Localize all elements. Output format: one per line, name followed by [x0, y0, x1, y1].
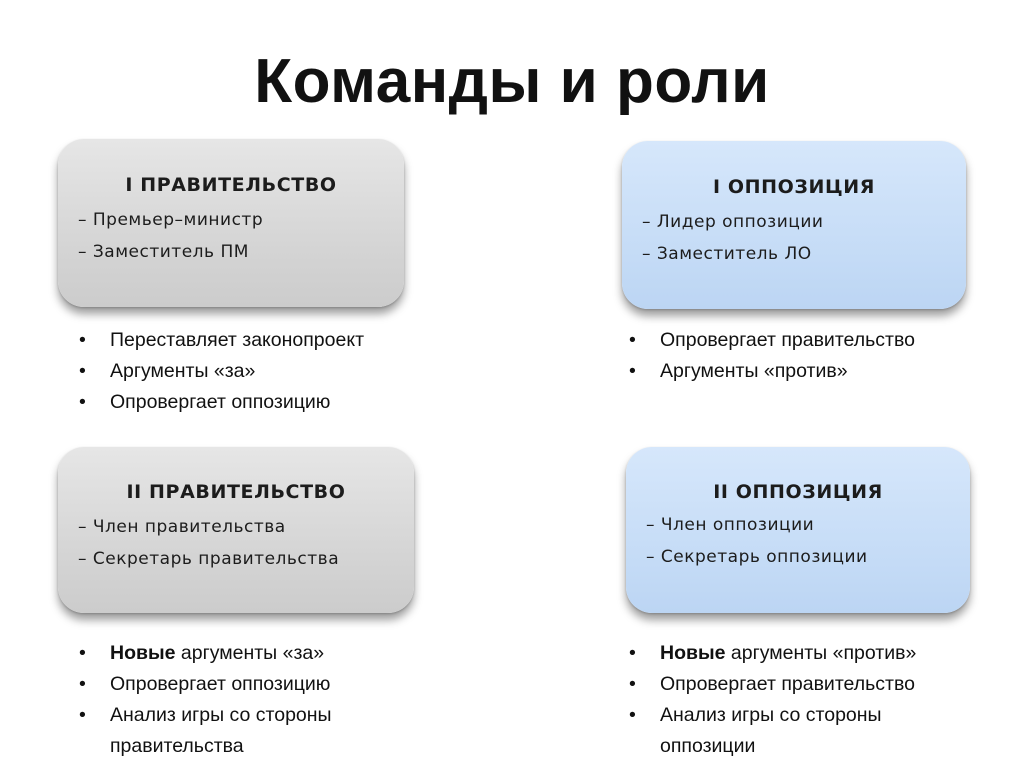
list-item: • Анализ игры со стороны правительства [79, 704, 332, 757]
list-item: • Аргументы «за» [79, 360, 256, 382]
card-role: – Секретарь правительства [78, 549, 340, 569]
card-first-opposition [622, 141, 966, 309]
card-heading: II ОППОЗИЦИЯ [713, 481, 883, 503]
card-role: – Премьер–министр [78, 210, 264, 230]
card-second-opposition [626, 447, 970, 613]
card-role: – Лидер оппозиции [642, 212, 824, 232]
list-item: • Опровергает оппозицию [79, 673, 331, 695]
bullet-list-second-government [70, 638, 410, 762]
list-item: • Аргументы «против» [629, 360, 848, 382]
list-item: • Новые аргументы «против» [629, 642, 917, 664]
list-item: • Опровергает правительство [629, 329, 915, 351]
card-second-government [58, 447, 414, 613]
bullet-list-first-opposition [620, 325, 1010, 387]
list-item: • Анализ игры со стороны оппозиции [629, 704, 882, 757]
card-heading: I ОППОЗИЦИЯ [713, 176, 875, 198]
page-title: Команды и роли [254, 47, 770, 116]
card-heading: II ПРАВИТЕЛЬСТВО [126, 481, 346, 503]
card-first-government [58, 139, 404, 307]
bullet-list-first-government [70, 325, 450, 418]
list-item: • Опровергает оппозицию [79, 391, 331, 413]
card-role: – Заместитель ЛО [642, 244, 812, 264]
card-role: – Заместитель ПМ [78, 242, 249, 262]
card-role: – Член правительства [78, 517, 286, 537]
card-role: – Секретарь оппозиции [646, 547, 868, 567]
list-item: • Опровергает правительство [629, 673, 915, 695]
card-role: – Член оппозиции [646, 515, 815, 535]
list-item: • Переставляет законопроект [79, 329, 365, 351]
bullet-list-second-opposition [620, 638, 960, 762]
list-item: • Новые аргументы «за» [79, 642, 325, 664]
card-heading: I ПРАВИТЕЛЬСТВО [125, 174, 337, 196]
